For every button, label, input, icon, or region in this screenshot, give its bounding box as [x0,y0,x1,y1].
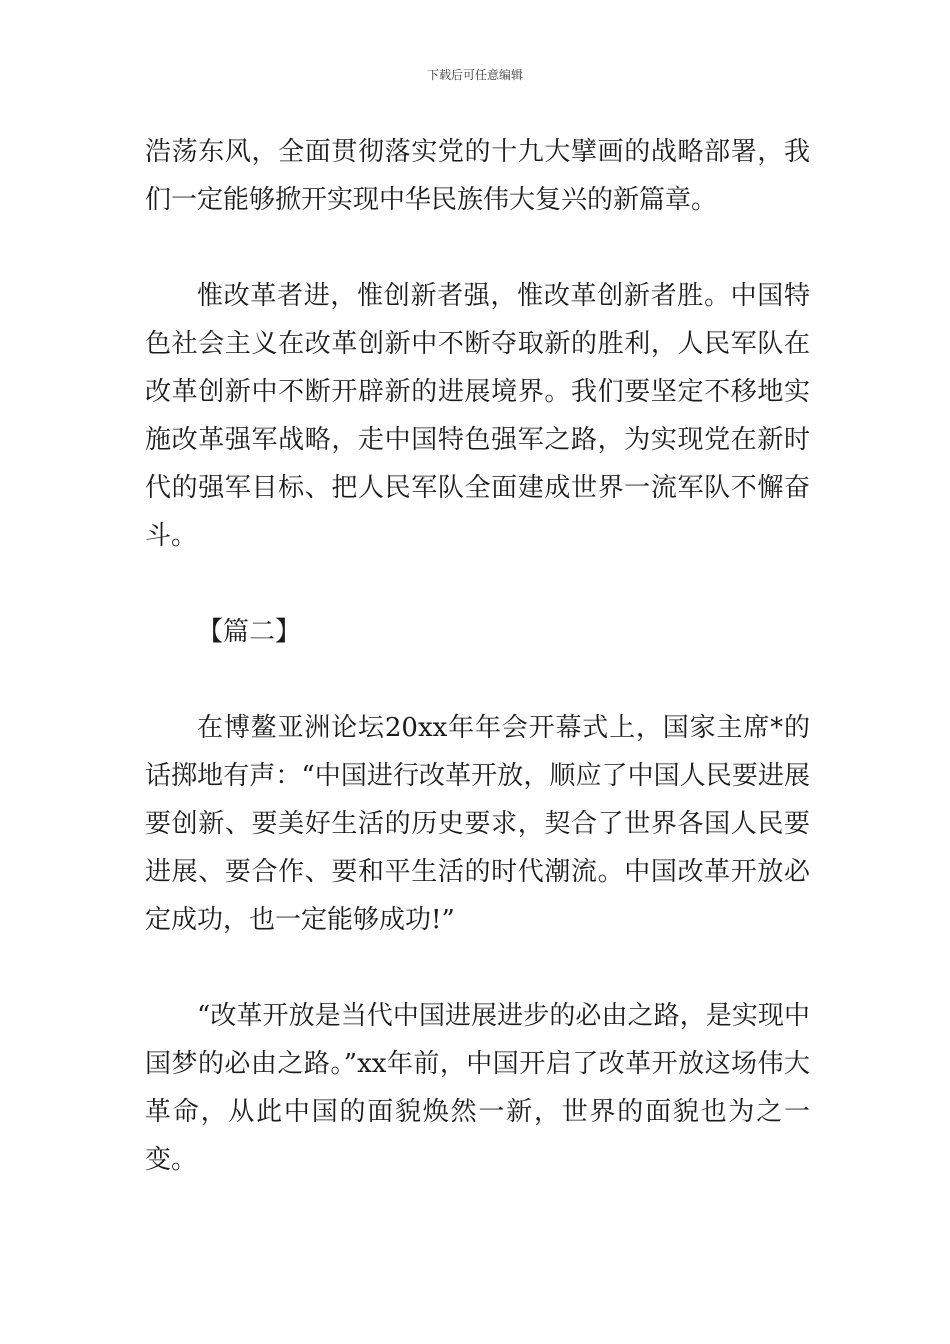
paragraph-1: 浩荡东风，全面贯彻落实党的十九大擘画的战略部署，我们一定能够掀开实现中华民族伟大复兴的新篇章。 [145,137,810,215]
page-header: 下载后可任意编辑 [426,68,523,82]
paragraph-spacer [145,944,810,992]
paragraph-4: “改革开放是当代中国进展进步的必由之路，是实现中国梦的必由之路。”xx年前，中国开启了改革开放这场伟大革命，从此中国的面貌焕然一新，世界的面貌也为之一变。 [145,1001,810,1175]
paragraph-spacer [145,560,810,608]
paragraph-3: 在博鳌亚洲论坛20xx年年会开幕式上，国家主席*的话掷地有声：“中国进行改革开放，顺应了中国人民要进展要创新、要美好生活的历史要求，契合了世界各国人民要进展、要合作、要和平生活的时代潮流。中国改革开放必定成功，也一定能够成功!” [145,713,810,935]
document-body [145,128,810,1184]
paragraph-spacer [145,224,810,272]
section-heading: 【篇二】 [197,617,302,647]
paragraph-2: 惟改革者进，惟创新者强，惟改革创新者胜。中国特色社会主义在改革创新中不断夺取新的胜利，人民军队在改革创新中不断开辟新的进展境界。我们要坚定不移地实施改革强军战略，走中国特色强军之路，为实现党在新时代的强军目标、把人民军队全面建成世界一流军队不懈奋斗。 [145,281,810,551]
paragraph-spacer [145,656,810,704]
